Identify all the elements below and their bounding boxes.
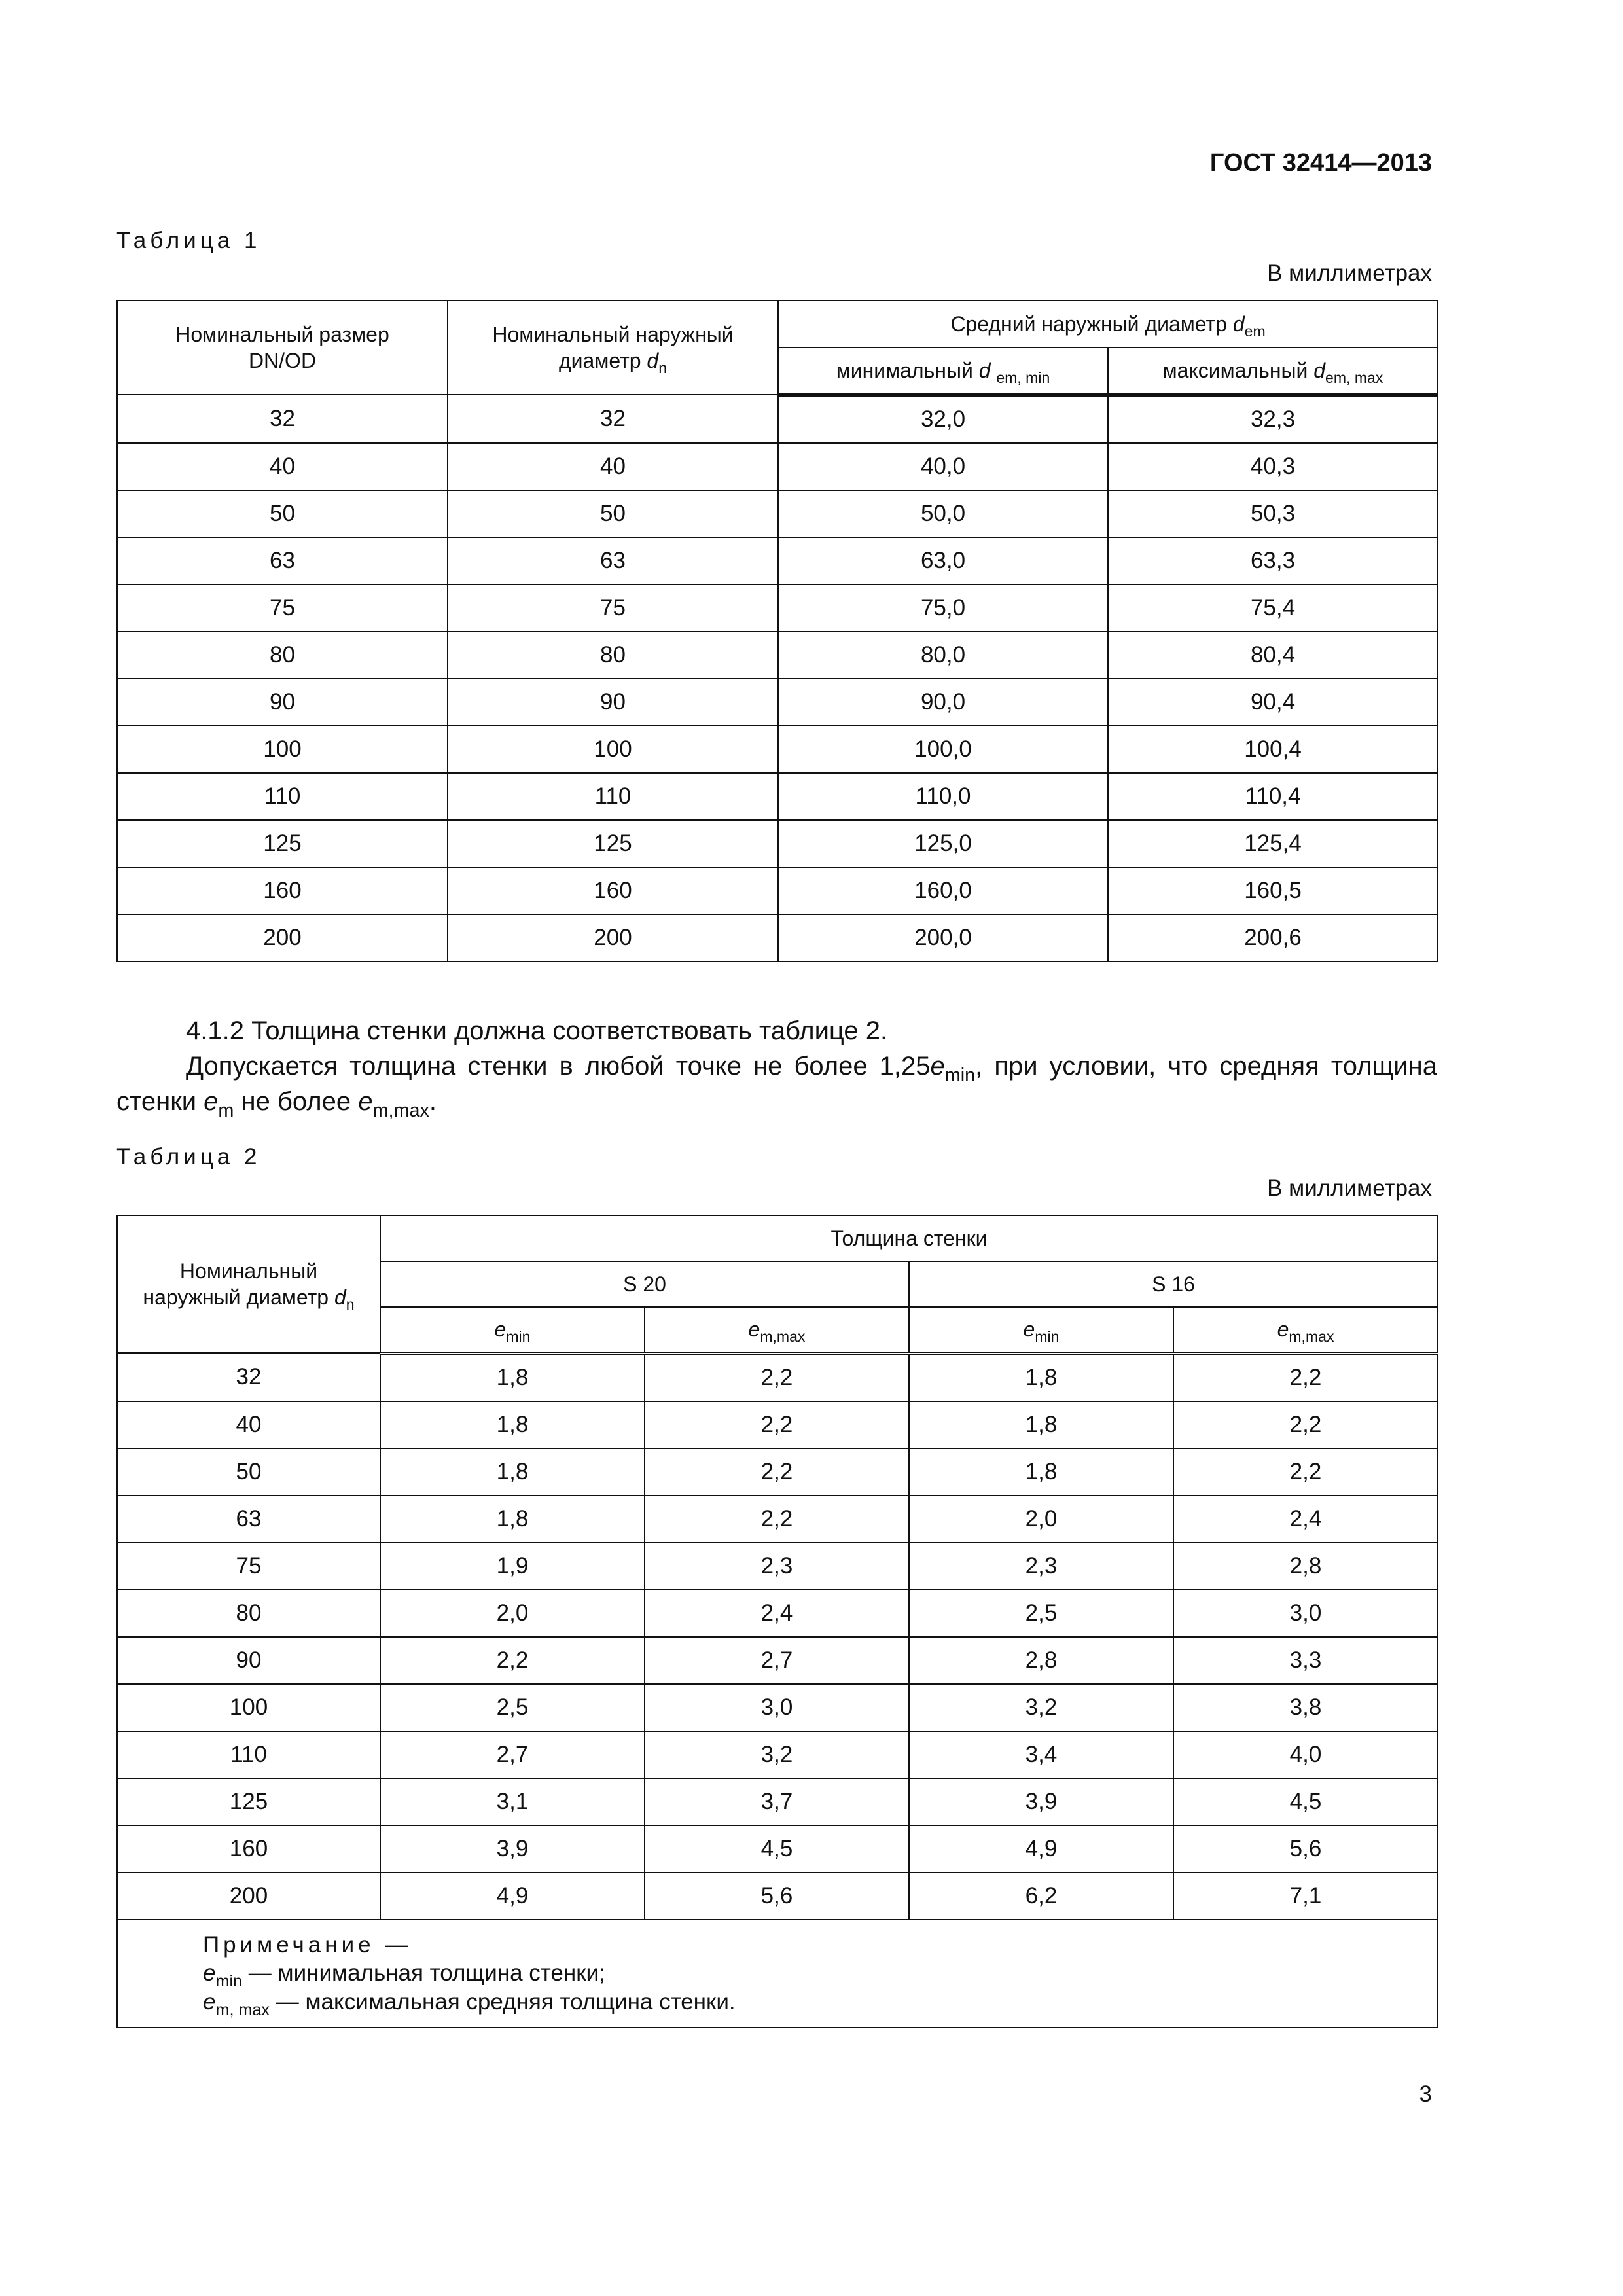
table-cell: 40,0	[778, 443, 1108, 490]
table-cell: 2,4	[645, 1590, 909, 1637]
table2-header-s20-emin: $e_{min}$	[380, 1307, 645, 1353]
table2-caption: Таблица 2	[116, 1144, 261, 1170]
table-cell: 40	[448, 443, 778, 490]
table2-header-s20-emmax: $e_{m,max}$	[645, 1307, 909, 1353]
table-cell: 2,7	[645, 1637, 909, 1684]
table-cell: 2,2	[645, 1448, 909, 1496]
note-line-emmax: $e_{m, max}$ — максимальная средняя толщина стенки.	[203, 1989, 736, 2019]
table-cell: 32	[117, 395, 448, 443]
table-cell: 2,8	[1173, 1543, 1438, 1590]
table-cell: 3,2	[645, 1731, 909, 1778]
table-cell: 50,0	[778, 490, 1108, 537]
table-cell: 3,9	[909, 1778, 1173, 1825]
table2-row	[117, 1448, 1438, 1496]
table2-header-s16-emin: $e_{min}$	[909, 1307, 1173, 1353]
table-cell: 80,4	[1108, 632, 1438, 679]
table-cell: 125	[448, 820, 778, 867]
table-cell: 6,2	[909, 1873, 1173, 1920]
table-cell: 1,8	[909, 1448, 1173, 1496]
table-cell: 63,3	[1108, 537, 1438, 584]
table-cell: 7,1	[1173, 1873, 1438, 1920]
table-cell: 160	[448, 867, 778, 914]
table2	[116, 1215, 1438, 2028]
table-cell: 40	[117, 1401, 380, 1448]
table2-header-series-s20: S 20	[380, 1261, 909, 1307]
table-cell: 32	[448, 395, 778, 443]
table-cell: 160	[117, 867, 448, 914]
table-cell: 80,0	[778, 632, 1108, 679]
table-cell: 4,9	[380, 1873, 645, 1920]
table-cell: 160	[117, 1825, 380, 1873]
table-cell: 90	[117, 1637, 380, 1684]
table-cell: 90	[448, 679, 778, 726]
table-cell: 2,0	[380, 1590, 645, 1637]
table-cell: 125	[117, 1778, 380, 1825]
section-4-1-2	[116, 1013, 1437, 1122]
table-cell: 2,0	[909, 1496, 1173, 1543]
table1-row	[117, 632, 1438, 679]
table-cell: 90,0	[778, 679, 1108, 726]
table-cell: 200	[448, 914, 778, 961]
table2-row	[117, 1825, 1438, 1873]
table-cell: 3,3	[1173, 1637, 1438, 1684]
table1-header-max: максимальный $d_{em, max}$	[1108, 348, 1438, 395]
table-cell: 2,5	[909, 1590, 1173, 1637]
table-cell: 80	[117, 632, 448, 679]
table-cell: 100	[117, 726, 448, 773]
table-cell: 4,5	[1173, 1778, 1438, 1825]
table2-row	[117, 1543, 1438, 1590]
table2-row	[117, 1353, 1438, 1401]
table2-row	[117, 1590, 1438, 1637]
table1-units: В миллиметрах	[1267, 260, 1432, 286]
table-cell: 200	[117, 1873, 380, 1920]
table-cell: 50	[117, 490, 448, 537]
table-cell: 63,0	[778, 537, 1108, 584]
table-cell: 2,7	[380, 1731, 645, 1778]
table-cell: 160,0	[778, 867, 1108, 914]
table2-row	[117, 1637, 1438, 1684]
table-cell: 4,9	[909, 1825, 1173, 1873]
table-cell: 125	[117, 820, 448, 867]
table-cell: 75	[117, 584, 448, 632]
table-cell: 110,4	[1108, 773, 1438, 820]
table1-row	[117, 584, 1438, 632]
table1-row	[117, 867, 1438, 914]
table-cell: 3,8	[1173, 1684, 1438, 1731]
table1-header-outer-diameter: Номинальный наружный диаметр $d_n$	[448, 300, 778, 395]
table1-header-min: минимальный d $_{em, min}$	[778, 348, 1108, 395]
table-cell: 100,0	[778, 726, 1108, 773]
table-cell: 80	[448, 632, 778, 679]
table-cell: 200,6	[1108, 914, 1438, 961]
table1-row	[117, 726, 1438, 773]
table-cell: 2,2	[1173, 1448, 1438, 1496]
table-cell: 160,5	[1108, 867, 1438, 914]
table-cell: 2,2	[380, 1637, 645, 1684]
table2-row	[117, 1778, 1438, 1825]
table-cell: 50,3	[1108, 490, 1438, 537]
table-cell: 2,3	[645, 1543, 909, 1590]
table1-row	[117, 443, 1438, 490]
table-cell: 2,2	[1173, 1401, 1438, 1448]
table2-note	[117, 1920, 1438, 2028]
section-line2: Допускается толщина стенки в любой точке не более $1,25e_{min}$, при условии, что средняя толщина стенки $e_m$ не более $e_{m,max}$.	[116, 1052, 1437, 1122]
table-cell: 75	[117, 1543, 380, 1590]
table-cell: 2,8	[909, 1637, 1173, 1684]
table-cell: 1,8	[909, 1401, 1173, 1448]
table2-header-series-s16: S 16	[909, 1261, 1438, 1307]
table1-header-mean-diameter: Средний наружный диаметр $d_{em}$	[778, 300, 1438, 348]
table1-row	[117, 537, 1438, 584]
table2-header-wall: Толщина стенки	[380, 1215, 1438, 1261]
table-cell: 1,8	[380, 1401, 645, 1448]
table-cell: 3,1	[380, 1778, 645, 1825]
table-cell: 110	[117, 773, 448, 820]
table2-row	[117, 1401, 1438, 1448]
table-cell: 1,8	[380, 1353, 645, 1401]
table-cell: 63	[448, 537, 778, 584]
table-cell: 3,0	[645, 1684, 909, 1731]
table-cell: 3,0	[1173, 1590, 1438, 1637]
note-title: Примечание —	[203, 1931, 412, 1958]
table1-row	[117, 820, 1438, 867]
table-cell: 90,4	[1108, 679, 1438, 726]
table-cell: 3,2	[909, 1684, 1173, 1731]
table-cell: 3,4	[909, 1731, 1173, 1778]
table-cell: 110,0	[778, 773, 1108, 820]
table-cell: 125,4	[1108, 820, 1438, 867]
table-cell: 80	[117, 1590, 380, 1637]
table2-row	[117, 1684, 1438, 1731]
table-cell: 4,5	[645, 1825, 909, 1873]
table2-row	[117, 1731, 1438, 1778]
table-cell: 3,9	[380, 1825, 645, 1873]
table-cell: 50	[117, 1448, 380, 1496]
table-cell: 125,0	[778, 820, 1108, 867]
table-cell: 90	[117, 679, 448, 726]
table-cell: 40	[117, 443, 448, 490]
table2-row	[117, 1496, 1438, 1543]
table-cell: 1,9	[380, 1543, 645, 1590]
table-cell: 63	[117, 1496, 380, 1543]
table-cell: 100	[117, 1684, 380, 1731]
table1-row	[117, 490, 1438, 537]
table2-header-s16-emmax: $e_{m,max}$	[1173, 1307, 1438, 1353]
table-cell: 2,2	[645, 1353, 909, 1401]
table1-header-nominal-size: Номинальный размер DN/OD	[117, 300, 448, 395]
table2-units: В миллиметрах	[1267, 1175, 1432, 1201]
table-cell: 1,8	[909, 1353, 1173, 1401]
table-cell: 75,0	[778, 584, 1108, 632]
table-cell: 40,3	[1108, 443, 1438, 490]
table2-header-diameter: Номинальный наружный диаметр $d_n$	[117, 1215, 380, 1353]
table-cell: 50	[448, 490, 778, 537]
table-cell: 2,4	[1173, 1496, 1438, 1543]
table-cell: 200,0	[778, 914, 1108, 961]
table-cell: 4,0	[1173, 1731, 1438, 1778]
table1-caption: Таблица 1	[116, 228, 261, 253]
table-cell: 2,2	[645, 1496, 909, 1543]
table-cell: 32,3	[1108, 395, 1438, 443]
table-cell: 2,2	[645, 1401, 909, 1448]
table1-row	[117, 679, 1438, 726]
table-cell: 2,2	[1173, 1353, 1438, 1401]
table-cell: 110	[448, 773, 778, 820]
table1-row	[117, 773, 1438, 820]
table-cell: 75,4	[1108, 584, 1438, 632]
page-number: 3	[1419, 2081, 1432, 2107]
note-line-emin: $e_{min}$ — минимальная толщина стенки;	[203, 1960, 605, 1991]
table-cell: 5,6	[1173, 1825, 1438, 1873]
table-cell: 1,8	[380, 1448, 645, 1496]
section-line1: 4.1.2 Толщина стенки должна соответствовать таблице 2.	[186, 1016, 888, 1045]
table-cell: 75	[448, 584, 778, 632]
table-cell: 1,8	[380, 1496, 645, 1543]
table-cell: 63	[117, 537, 448, 584]
table1-row	[117, 914, 1438, 961]
table-cell: 110	[117, 1731, 380, 1778]
table-cell: 32	[117, 1353, 380, 1401]
table-cell: 5,6	[645, 1873, 909, 1920]
table1-row	[117, 395, 1438, 443]
table-cell: 2,3	[909, 1543, 1173, 1590]
table-cell: 2,5	[380, 1684, 645, 1731]
table-cell: 200	[117, 914, 448, 961]
document-code: ГОСТ 32414—2013	[1209, 149, 1432, 177]
table-cell: 100,4	[1108, 726, 1438, 773]
table-cell: 3,7	[645, 1778, 909, 1825]
table-cell: 100	[448, 726, 778, 773]
table1	[116, 300, 1438, 962]
table-cell: 32,0	[778, 395, 1108, 443]
table2-row	[117, 1873, 1438, 1920]
